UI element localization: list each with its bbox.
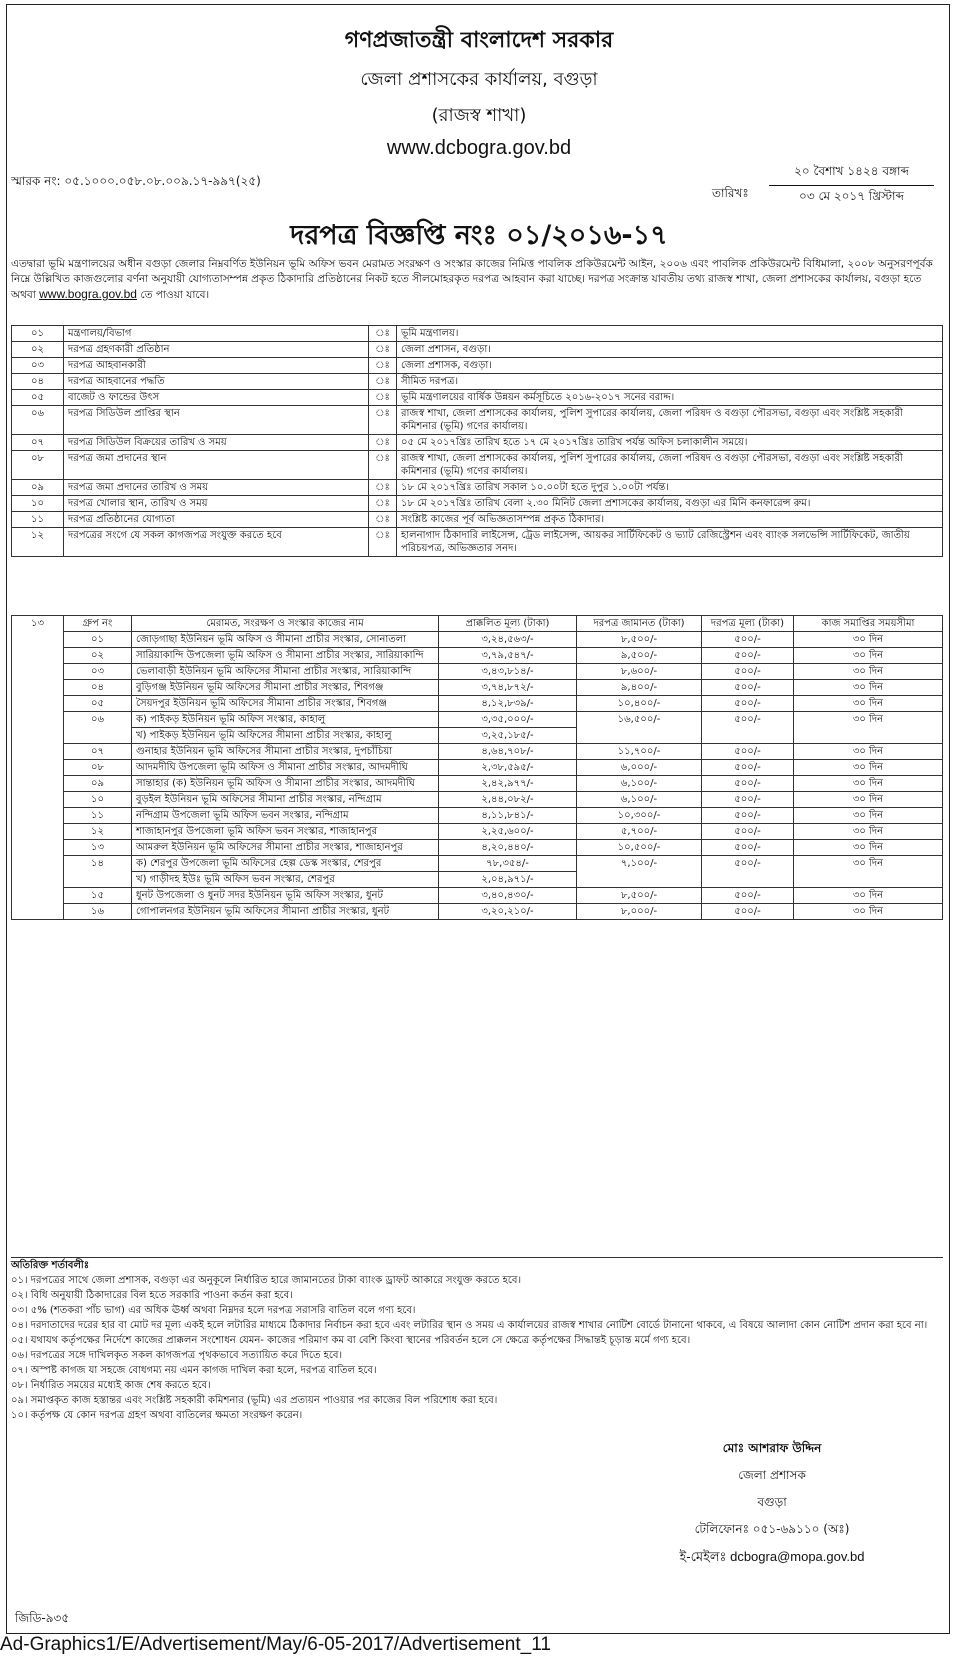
tender-deposit: ৯,৪০০/- bbox=[577, 680, 702, 696]
estimated-cost: ৪,১১,৮৪১/- bbox=[439, 808, 577, 824]
info-value: ভূমি মন্ত্রণালয়। bbox=[397, 326, 943, 342]
info-value: ১৮ মে ২০১৭খ্রিঃ তারিখ সকাল ১০.০০টা হতে দুপুর ১.০০টা পর্যন্ত। bbox=[397, 480, 943, 496]
info-sep: ঃ bbox=[369, 435, 397, 451]
work-row bbox=[12, 712, 943, 728]
work-column-header: প্রাক্কলিত মূল্য (টাকা) bbox=[439, 616, 577, 632]
tender-price: ৫০০/- bbox=[702, 696, 794, 712]
completion-time: ৩০ দিন bbox=[794, 760, 943, 776]
completion-time: ৩০ দিন bbox=[794, 664, 943, 680]
tender-deposit: ৮,৫০০/- bbox=[577, 888, 702, 904]
info-label: দরপত্র আহবানকারী bbox=[64, 358, 369, 374]
signatory-designation: জেলা প্রশাসক bbox=[738, 1468, 806, 1482]
info-label: দরপত্র খোলার স্থান, তারিখ ও সময় bbox=[64, 496, 369, 512]
info-row bbox=[12, 435, 943, 451]
signature-block bbox=[647, 1435, 897, 1570]
tender-price: ৫০০/- bbox=[702, 808, 794, 824]
condition-item: ০৬। দরপত্রের সঙ্গে দাখিলকৃত সকল কাগজপত্র পৃথকভাবে সত্যায়িত করে দিতে হবে। bbox=[11, 1350, 343, 1361]
info-sep: ঃ bbox=[369, 326, 397, 342]
work-column-header: দরপত্র জামানত (টাকা) bbox=[577, 616, 702, 632]
estimated-cost: ২,৪২,৯৭৭/- bbox=[439, 776, 577, 792]
info-no: ০৯ bbox=[12, 480, 64, 496]
estimated-cost: ৩,২৫,১৮৫/- bbox=[439, 728, 577, 744]
intro-paragraph bbox=[11, 257, 941, 303]
info-row bbox=[12, 480, 943, 496]
group-number: ১৪ bbox=[64, 856, 132, 888]
condition-item: ০৪। দরদাতাদের দরের হার বা মোট দর মূল্য একই হলে লটারির মাধ্যমে ঠিকাদার নির্বাচন করা হবে এবং লটারির স্থান ও সময় এ কার্যালয়ের রাজস্ব শাখার নোটিশ বোর্ডে টানানো থাকবে, এ বিষয়ে আলাদা কোন নোটিশ প্রদান করা হবে না। bbox=[11, 1320, 928, 1331]
info-no: ০১ bbox=[12, 326, 64, 342]
tender-price: ৫০০/- bbox=[702, 760, 794, 776]
date-label: তারিখঃ bbox=[712, 186, 749, 200]
work-row bbox=[12, 824, 943, 840]
notice-title: দরপত্র বিজ্ঞপ্তি নংঃ ০১/২০১৬-১৭ bbox=[290, 220, 668, 251]
work-name: ক) শেরপুর উপজেলা ভূমি অফিসের হেল্প ডেস্ক সংস্কার, শেরপুর bbox=[132, 856, 439, 872]
completion-time: ৩০ দিন bbox=[794, 776, 943, 792]
group-number: ০১ bbox=[64, 632, 132, 648]
estimated-cost: ২,৩৮,৫৯৫/- bbox=[439, 760, 577, 776]
tender-deposit: ১০,৪০০/- bbox=[577, 696, 702, 712]
work-name: ধুনট উপজেলা ও ধুনট সদর ইউনিয়ন ভূমি অফিস সংস্কার, ধুনট bbox=[132, 888, 439, 904]
tender-deposit: ৬,০০০/- bbox=[577, 760, 702, 776]
tender-price: ৫০০/- bbox=[702, 856, 794, 888]
work-name: বুড়িগঞ্জ ইউনিয়ন ভূমি অফিসের সীমানা প্রাচীর সংস্কার, শিবগঞ্জ bbox=[132, 680, 439, 696]
info-value: জেলা প্রশাসন, বগুড়া। bbox=[397, 342, 943, 358]
info-value: রাজস্ব শাখা, জেলা প্রশাসকের কার্যালয়, পুলিশ সুপারের কার্যালয়, জেলা পরিষদ ও বগুড়া পৌরসভা, বগুড়া এবং সংশ্লিষ্ট সহকারী কমিশনার (ভূমি) গণের কার্যালয়। bbox=[397, 406, 943, 435]
group-number: ০৫ bbox=[64, 696, 132, 712]
memo-number: স্মারক নং: ০৫.১০০০.০৫৮.০৮.০০৯.১৭-৯৯৭(২৫) bbox=[11, 174, 261, 188]
date-box bbox=[769, 161, 934, 210]
info-no: ০৮ bbox=[12, 451, 64, 480]
branch-name: (রাজস্ব শাখা) bbox=[431, 105, 527, 126]
work-row bbox=[12, 792, 943, 808]
date-bangla: ২০ বৈশাখ ১৪২৪ বঙ্গাব্দ bbox=[794, 164, 909, 178]
work-table bbox=[11, 615, 943, 920]
info-row bbox=[12, 358, 943, 374]
tender-price: ৫০০/- bbox=[702, 904, 794, 920]
info-no: ০৭ bbox=[12, 435, 64, 451]
work-column-header: মেরামত, সংরক্ষণ ও সংস্কার কাজের নাম bbox=[132, 616, 439, 632]
completion-time: ৩০ দিন bbox=[794, 808, 943, 824]
group-number: ১২ bbox=[64, 824, 132, 840]
work-name: বুড়ইল ইউনিয়ন ভূমি অফিসের সীমানা প্রাচীর সংস্কার, নন্দিগ্রাম bbox=[132, 792, 439, 808]
completion-time: ৩০ দিন bbox=[794, 856, 943, 888]
condition-item: ০১। দরপত্রের সাথে জেলা প্রশাসক, বগুড়া এর অনুকূলে নির্ধারিত হারে জামানতের টাকা ব্যাংক ড্রাফট আকারে সংযুক্ত করতে হবে। bbox=[11, 1275, 522, 1286]
tender-deposit: ১০,৩০০/- bbox=[577, 808, 702, 824]
group-number: ০২ bbox=[64, 648, 132, 664]
work-column-header: কাজ সমাপ্তির সময়সীমা bbox=[794, 616, 943, 632]
tender-deposit: ১১,৭০০/- bbox=[577, 744, 702, 760]
group-number: ০৮ bbox=[64, 760, 132, 776]
website-link[interactable]: www.dcbogra.gov.bd bbox=[386, 137, 572, 159]
info-no: ০৬ bbox=[12, 406, 64, 435]
info-no: ০২ bbox=[12, 342, 64, 358]
tender-price: ৫০০/- bbox=[702, 888, 794, 904]
estimated-cost: ৩,২৪,৫৬৩/- bbox=[439, 632, 577, 648]
group-number: ১৬ bbox=[64, 904, 132, 920]
estimated-cost: ৩,৩৫,০০০/- bbox=[439, 712, 577, 728]
work-row-number: ১৩ bbox=[12, 616, 64, 920]
conditions-title: অতিরিক্ত শর্তাবলীঃ bbox=[11, 1260, 90, 1271]
signatory-name: মোঃ আশরাফ উদ্দিন bbox=[722, 1441, 822, 1455]
tender-price: ৫০০/- bbox=[702, 792, 794, 808]
date-english: ০৩ মে ২০১৭ খ্রিস্টাব্দ bbox=[769, 185, 934, 210]
condition-item: ০৭। অস্পষ্ট কাগজ যা সহজে বোধগম্য নয় এমন কাগজ দাখিল করা হলে, দরপত্র বাতিল হবে। bbox=[11, 1365, 377, 1376]
info-sep: ঃ bbox=[369, 512, 397, 528]
work-row bbox=[12, 776, 943, 792]
info-value: রাজস্ব শাখা, জেলা প্রশাসকের কার্যালয়, পুলিশ সুপারের কার্যালয়, জেলা পরিষদ ও বগুড়া পৌরসভা, বগুড়া এবং সংশ্লিষ্ট সহকারী কমিশনার (ভূমি) গণের কার্যালয়। bbox=[397, 451, 943, 480]
work-name: শাজাহানপুর উপজেলা ভূমি অফিস ভবন সংস্কার, শাজাহানপুর bbox=[132, 824, 439, 840]
group-number: ০৪ bbox=[64, 680, 132, 696]
info-sep: ঃ bbox=[369, 390, 397, 406]
tender-price: ৫০০/- bbox=[702, 824, 794, 840]
tender-deposit: ৫,৭০০/- bbox=[577, 824, 702, 840]
work-column-header: গ্রুপ নং bbox=[64, 616, 132, 632]
tender-price: ৫০০/- bbox=[702, 664, 794, 680]
work-row bbox=[12, 760, 943, 776]
work-row bbox=[12, 744, 943, 760]
group-number: ০৩ bbox=[64, 664, 132, 680]
conditions bbox=[11, 1257, 943, 1421]
tender-deposit: ৬,১০০/- bbox=[577, 776, 702, 792]
info-sep: ঃ bbox=[369, 358, 397, 374]
estimated-cost: ৪,১২,৮৩৯/- bbox=[439, 696, 577, 712]
info-row bbox=[12, 342, 943, 358]
work-row bbox=[12, 904, 943, 920]
info-sep: ঃ bbox=[369, 496, 397, 512]
info-label: দরপত্র সিডিউল বিক্রয়ের তারিখ ও সময় bbox=[64, 435, 369, 451]
work-name: ক) পাইকড় ইউনিয়ন ভূমি অফিস সংস্কার, কাহালু bbox=[132, 712, 439, 728]
work-name: জোড়গাছা ইউনিয়ন ভূমি অফিস ও সীমানা প্রাচীর সংস্কার, সোনাতলা bbox=[132, 632, 439, 648]
info-label: দরপত্র জমা প্রদানের তারিখ ও সময় bbox=[64, 480, 369, 496]
info-sep: ঃ bbox=[369, 406, 397, 435]
info-label: মন্ত্রণালয়/বিভাগ bbox=[64, 326, 369, 342]
tender-deposit: ৮,৬০০/- bbox=[577, 664, 702, 680]
completion-time: ৩০ দিন bbox=[794, 680, 943, 696]
work-name: ভেলাবাড়ী ইউনিয়ন ভূমি অফিসের সীমানা প্রাচীর সংস্কার, সারিয়াকান্দি bbox=[132, 664, 439, 680]
tender-price: ৫০০/- bbox=[702, 712, 794, 744]
estimated-cost: ৩,৪৩,৮১৪/- bbox=[439, 664, 577, 680]
info-sep: ঃ bbox=[369, 528, 397, 557]
work-name: আদমদীঘি উপজেলা ভূমি অফিস ও সীমানা প্রাচীর সংস্কার, আদমদীঘি bbox=[132, 760, 439, 776]
estimated-cost: ৩,৪০,৪৩০/- bbox=[439, 888, 577, 904]
condition-item: ০২। বিধি অনুযায়ী ঠিকাদারের বিল হতে সরকারি পাওনা কর্তন করা হবে। bbox=[11, 1290, 293, 1301]
info-value: জেলা প্রশাসক, বগুড়া। bbox=[397, 358, 943, 374]
signatory-phone: টেলিফোনঃ ০৫১-৬৯১১০ (অঃ) bbox=[694, 1522, 850, 1536]
tender-deposit: ১০,৫০০/- bbox=[577, 840, 702, 856]
work-name: সারিয়াকান্দি উপজেলা ভূমি অফিস ও সীমানা প্রাচীর সংস্কার, সারিয়াকান্দি bbox=[132, 648, 439, 664]
office-name: জেলা প্রশাসকের কার্যালয়, বগুড়া bbox=[360, 69, 598, 90]
work-name: আমরুল ইউনিয়ন ভূমি অফিসের সীমানা প্রাচীর সংস্কার, শাজাহানপুর bbox=[132, 840, 439, 856]
government-name: গণপ্রজাতন্ত্রী বাংলাদেশ সরকার bbox=[344, 28, 614, 53]
work-row bbox=[12, 888, 943, 904]
tender-price: ৫০০/- bbox=[702, 840, 794, 856]
group-number: ১০ bbox=[64, 792, 132, 808]
info-sep: ঃ bbox=[369, 480, 397, 496]
work-row bbox=[12, 680, 943, 696]
notice-page bbox=[6, 4, 950, 1634]
work-row bbox=[12, 856, 943, 872]
group-number: ০৭ bbox=[64, 744, 132, 760]
info-value: সংশ্লিষ্ট কাজের পূর্ব অভিজ্ঞতাসম্পন্ন প্রকৃত ঠিকাদার। bbox=[397, 512, 943, 528]
gd-number: জিডি-৯৩৫ bbox=[15, 1611, 70, 1625]
info-row bbox=[12, 390, 943, 406]
completion-time: ৩০ দিন bbox=[794, 712, 943, 744]
info-label: দরপত্র প্রতিষ্ঠানের যোগ্যতা bbox=[64, 512, 369, 528]
signatory-place: বগুড়া bbox=[757, 1495, 787, 1509]
estimated-cost: ২,৪৪,০৮২/- bbox=[439, 792, 577, 808]
work-row bbox=[12, 632, 943, 648]
footer-path: Ad-Graphics1/E/Advertisement/May/6-05-2017/Advertisement_11 bbox=[0, 1634, 551, 1655]
info-sep: ঃ bbox=[369, 342, 397, 358]
condition-item: ০৫। যথাযথ কর্তৃপক্ষের নির্দেশে কাজের প্রাক্কলন সংশোধন যেমন- কাজের পরিমাণ কম বা বেশি কিংবা স্থানের পরিবর্তন হলে সে ক্ষেত্রে কর্তৃপক্ষের সিদ্ধান্তই চূড়ান্ত মর্মে গণ্য হবে। bbox=[11, 1335, 691, 1346]
tender-price: ৫০০/- bbox=[702, 744, 794, 760]
info-no: ১২ bbox=[12, 528, 64, 557]
info-label: দরপত্রের সংগে যে সকল কাগজপত্র সংযুক্ত করতে হবে bbox=[64, 528, 369, 557]
info-no: ০৫ bbox=[12, 390, 64, 406]
tender-deposit: ৮,৫০০/- bbox=[577, 632, 702, 648]
group-number: ১১ bbox=[64, 808, 132, 824]
work-row bbox=[12, 808, 943, 824]
condition-item: ০৩। ৫% (শতকরা পাঁচ ভাগ) এর অধিক ঊর্ধ্ব অথবা নিম্নদর হলে দরপত্র সরাসরি বাতিল বলে গণ্য হবে। bbox=[11, 1305, 416, 1316]
info-value: ০৫ মে ২০১৭খ্রিঃ তারিখ হতে ১৭ মে ২০১৭খ্রিঃ তারিখ পর্যন্ত অফিস চলাকালীন সময়ে। bbox=[397, 435, 943, 451]
tender-price: ৫০০/- bbox=[702, 776, 794, 792]
info-row bbox=[12, 451, 943, 480]
work-name: গুনাহার ইউনিয়ন ভূমি অফিসের সীমানা প্রাচীর সংস্কার, দুপচাঁচিয়া bbox=[132, 744, 439, 760]
info-row bbox=[12, 528, 943, 557]
group-number: ০৬ bbox=[64, 712, 132, 744]
condition-item: ০৯। সমাপ্তকৃত কাজ হস্তান্তর এবং সংশ্লিষ্ট সহকারী কমিশনার (ভূমি) এর প্রত্যয়ন পাওয়ার পর কাজের বিল পরিশোধ করা হবে। bbox=[11, 1395, 498, 1406]
estimated-cost: ৩,২০,২১০/- bbox=[439, 904, 577, 920]
work-row bbox=[12, 664, 943, 680]
info-no: ১১ bbox=[12, 512, 64, 528]
info-row bbox=[12, 512, 943, 528]
info-row bbox=[12, 496, 943, 512]
info-table bbox=[11, 325, 943, 557]
tender-price: ৫০০/- bbox=[702, 680, 794, 696]
info-value: ভূমি মন্ত্রণালয়ের বার্ষিক উন্নয়ন কর্মসূচিতে ২০১৬-২০১৭ সনের বরাদ্দ। bbox=[397, 390, 943, 406]
completion-time: ৩০ দিন bbox=[794, 840, 943, 856]
completion-time: ৩০ দিন bbox=[794, 904, 943, 920]
info-no: ০৪ bbox=[12, 374, 64, 390]
completion-time: ৩০ দিন bbox=[794, 824, 943, 840]
work-name: খ) পাইকড় ইউনিয়ন ভূমি অফিসের সীমানা প্রাচীর সংস্কার, কাহালু bbox=[132, 728, 439, 744]
estimated-cost: ৭৮,৩৫৪/- bbox=[439, 856, 577, 872]
condition-item: ১০। কর্তৃপক্ষ যে কোন দরপত্র গ্রহণ অথবা বাতিলের ক্ষমতা সংরক্ষণ করেন। bbox=[11, 1410, 303, 1421]
intro-text-end: তে পাওয়া যাবে। bbox=[140, 289, 210, 301]
info-row bbox=[12, 406, 943, 435]
work-row bbox=[12, 840, 943, 856]
info-row bbox=[12, 326, 943, 342]
info-label: দরপত্র আহবানের পদ্ধতি bbox=[64, 374, 369, 390]
info-sep: ঃ bbox=[369, 451, 397, 480]
info-value: হালনাগাদ ঠিকাদারি লাইসেন্স, ট্রেড লাইসেন্স, আয়কর সার্টিফিকেট ও ভ্যাট রেজিস্ট্রেশন এবং ব্যাংক সলভেন্সি সার্টিফিকেট, জাতীয় পরিচয়পত্র, অভিজ্ঞতার সনদ। bbox=[397, 528, 943, 557]
work-row bbox=[12, 696, 943, 712]
condition-item: ০৮। নির্ধারিত সময়ের মধ্যেই কাজ শেষ করতে হবে। bbox=[11, 1380, 211, 1391]
group-number: ১৫ bbox=[64, 888, 132, 904]
work-name: সৈয়দপুর ইউনিয়ন ভূমি অফিসের সীমানা প্রাচীর সংস্কার, শিবগঞ্জ bbox=[132, 696, 439, 712]
tender-deposit: ৭,১০০/- bbox=[577, 856, 702, 888]
info-no: ০৩ bbox=[12, 358, 64, 374]
info-value: ১৮ মে ২০১৭খ্রিঃ তারিখ বেলা ২.৩০ মিনিট জেলা প্রশাসকের কার্যালয়, বগুড়া এর মিনি কনফারেন্স রুম। bbox=[397, 496, 943, 512]
info-label: বাজেট ও ফান্ডের উৎস bbox=[64, 390, 369, 406]
group-number: ১৩ bbox=[64, 840, 132, 856]
estimated-cost: ২,২৫,৬০০/- bbox=[439, 824, 577, 840]
estimated-cost: ২,০৪,৯৭১/- bbox=[439, 872, 577, 888]
tender-deposit: ৮,০০০/- bbox=[577, 904, 702, 920]
completion-time: ৩০ দিন bbox=[794, 792, 943, 808]
work-column-header: দরপত্র মূল্য (টাকা) bbox=[702, 616, 794, 632]
work-name: নন্দিগ্রাম উপজেলা ভূমি অফিস ভবন সংস্কার, নন্দিগ্রাম bbox=[132, 808, 439, 824]
info-label: দরপত্র সিডিউল প্রাপ্তির স্থান bbox=[64, 406, 369, 435]
completion-time: ৩০ দিন bbox=[794, 632, 943, 648]
tender-price: ৫০০/- bbox=[702, 632, 794, 648]
completion-time: ৩০ দিন bbox=[794, 648, 943, 664]
estimated-cost: ৪,৬৪,৭০৮/- bbox=[439, 744, 577, 760]
info-label: দরপত্র গ্রহণকারী প্রতিষ্ঠান bbox=[64, 342, 369, 358]
intro-link[interactable]: www.bogra.gov.bd bbox=[39, 287, 137, 301]
completion-time: ৩০ দিন bbox=[794, 888, 943, 904]
tender-deposit: ৯,৫০০/- bbox=[577, 648, 702, 664]
work-row bbox=[12, 648, 943, 664]
info-sep: ঃ bbox=[369, 374, 397, 390]
work-header-row bbox=[12, 616, 943, 632]
estimated-cost: ৩,৭৯,৫৪৭/- bbox=[439, 648, 577, 664]
tender-deposit: ১৬,৫০০/- bbox=[577, 712, 702, 744]
estimated-cost: ৩,৭৪,৮৭২/- bbox=[439, 680, 577, 696]
info-no: ১০ bbox=[12, 496, 64, 512]
work-name: সান্তাহার (ক) ইউনিয়ন ভূমি অফিস ও সীমানা প্রাচীর সংস্কার, আদমদীঘি bbox=[132, 776, 439, 792]
intro-text: এতদ্বারা ভূমি মন্ত্রণালয়ের অধীন বগুড়া জেলার নিম্নবর্ণিত ইউনিয়ন ভূমি অফিস ভবন মেরামত সংরক্ষণ ও সংস্কার কাজের নিমিত্ত পাবলিক প্রকিউরমেন্ট আইন, ২০০৬ এবং পাবলিক প্রকিউরমেন্ট বিধিমালা, ২০০৮ অনুসরণপূর্বক নিম্নে উল্লিখিত কাজগুলোর বর্ণনা অনুযায়ী যোগ্যতাসম্পন্ন প্রকৃত ঠিকাদারি প্রতিষ্ঠানের নিকট হতে সীলমোহরকৃত দরপত্র আহবান করা যাচ্ছে। দরপত্র সংক্রান্ত যাবতীয় তথ্য রাজস্ব শাখা, জেলা প্রশাসকের কার্যালয়, বগুড়া হতে অথবা bbox=[11, 258, 933, 301]
work-name: গোপালনগর ইউনিয়ন ভূমি অফিসের সীমানা প্রাচীর সংস্কার, ধুনট bbox=[132, 904, 439, 920]
group-number: ০৯ bbox=[64, 776, 132, 792]
info-value: সীমিত দরপত্র। bbox=[397, 374, 943, 390]
info-row bbox=[12, 374, 943, 390]
signatory-email[interactable]: ই-মেইলঃ dcbogra@mopa.gov.bd bbox=[679, 1549, 865, 1564]
work-name: খ) গাড়ীদহ ইউঃ ভূমি অফিস ভবন সংস্কার, শেরপুর bbox=[132, 872, 439, 888]
tender-price: ৫০০/- bbox=[702, 648, 794, 664]
completion-time: ৩০ দিন bbox=[794, 696, 943, 712]
info-label: দরপত্র জমা প্রদানের স্থান bbox=[64, 451, 369, 480]
tender-deposit: ৬,১০০/- bbox=[577, 792, 702, 808]
estimated-cost: ৪,২০,৪৪০/- bbox=[439, 840, 577, 856]
completion-time: ৩০ দিন bbox=[794, 744, 943, 760]
